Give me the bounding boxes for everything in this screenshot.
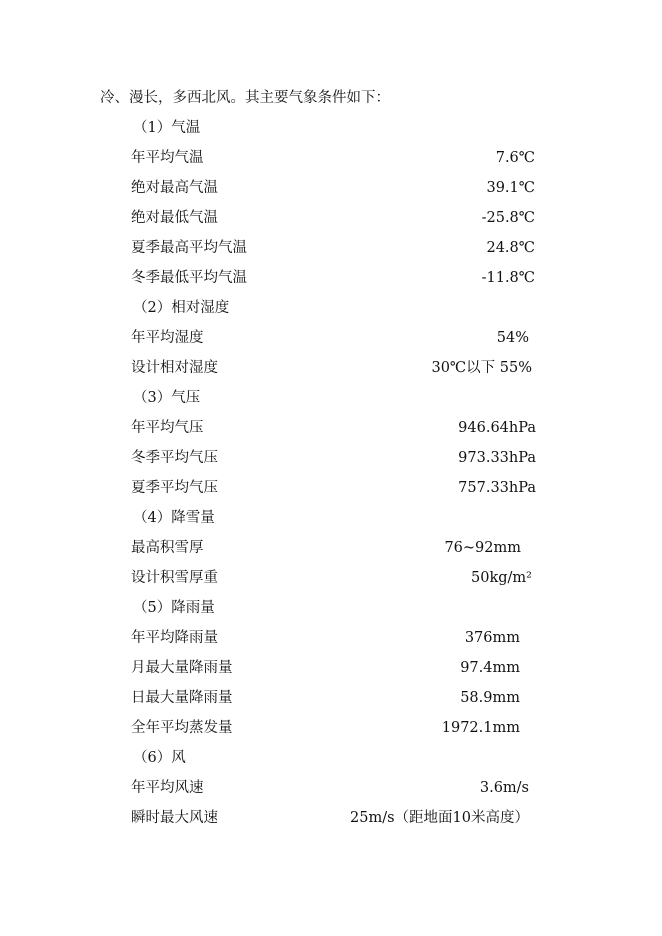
section-heading-wind: （6）风 [133, 750, 186, 766]
row-label: 冬季最低平均气温 [131, 270, 247, 286]
row-value: 25m/s（距地面10米高度） [350, 810, 529, 826]
row-label: 夏季平均气压 [131, 480, 218, 496]
row-value: 30℃以下 55% [431, 360, 532, 376]
row-value: 376mm [464, 630, 520, 646]
row-label: 设计相对湿度 [131, 360, 218, 376]
row-label: 年平均湿度 [131, 330, 204, 346]
row-value: 50kg/m² [471, 570, 532, 586]
row-value: 54% [496, 330, 529, 346]
section-heading-humidity: （2）相对湿度 [133, 300, 230, 316]
row-label: 绝对最低气温 [131, 210, 218, 226]
row-value: 3.6m/s [479, 780, 529, 796]
row-value: 39.1℃ [486, 180, 535, 196]
row-label: 年平均风速 [131, 780, 204, 796]
row-value: 76~92mm [444, 540, 521, 556]
row-value: 1972.1mm [441, 720, 520, 736]
row-value: 58.9mm [460, 690, 520, 706]
row-label: 冬季平均气压 [131, 450, 218, 466]
row-value: 946.64hPa [458, 420, 536, 436]
row-label: 最高积雪厚 [131, 540, 204, 556]
row-value: 973.33hPa [458, 450, 536, 466]
row-value: 757.33hPa [458, 480, 536, 496]
row-value: 97.4mm [460, 660, 520, 676]
row-label: 瞬时最大风速 [131, 810, 218, 826]
section-heading-temperature: （1）气温 [133, 120, 201, 136]
intro-paragraph: 冷、漫长，多西北风。其主要气象条件如下： [100, 90, 390, 106]
row-label: 全年平均蒸发量 [131, 720, 233, 736]
row-label: 年平均气压 [131, 420, 204, 436]
row-label: 年平均降雨量 [131, 630, 218, 646]
row-value: -25.8℃ [481, 210, 535, 226]
row-label: 年平均气温 [131, 150, 204, 166]
row-label: 日最大量降雨量 [131, 690, 233, 706]
row-value: 24.8℃ [486, 240, 535, 256]
row-label: 月最大量降雨量 [131, 660, 233, 676]
section-heading-snowfall: （4）降雪量 [133, 510, 215, 526]
row-label: 绝对最高气温 [131, 180, 218, 196]
section-heading-rainfall: （5）降雨量 [133, 600, 215, 616]
row-value: 7.6℃ [495, 150, 535, 166]
row-label: 设计积雪厚重 [131, 570, 218, 586]
row-label: 夏季最高平均气温 [131, 240, 247, 256]
row-value: -11.8℃ [481, 270, 535, 286]
section-heading-pressure: （3）气压 [133, 390, 201, 406]
